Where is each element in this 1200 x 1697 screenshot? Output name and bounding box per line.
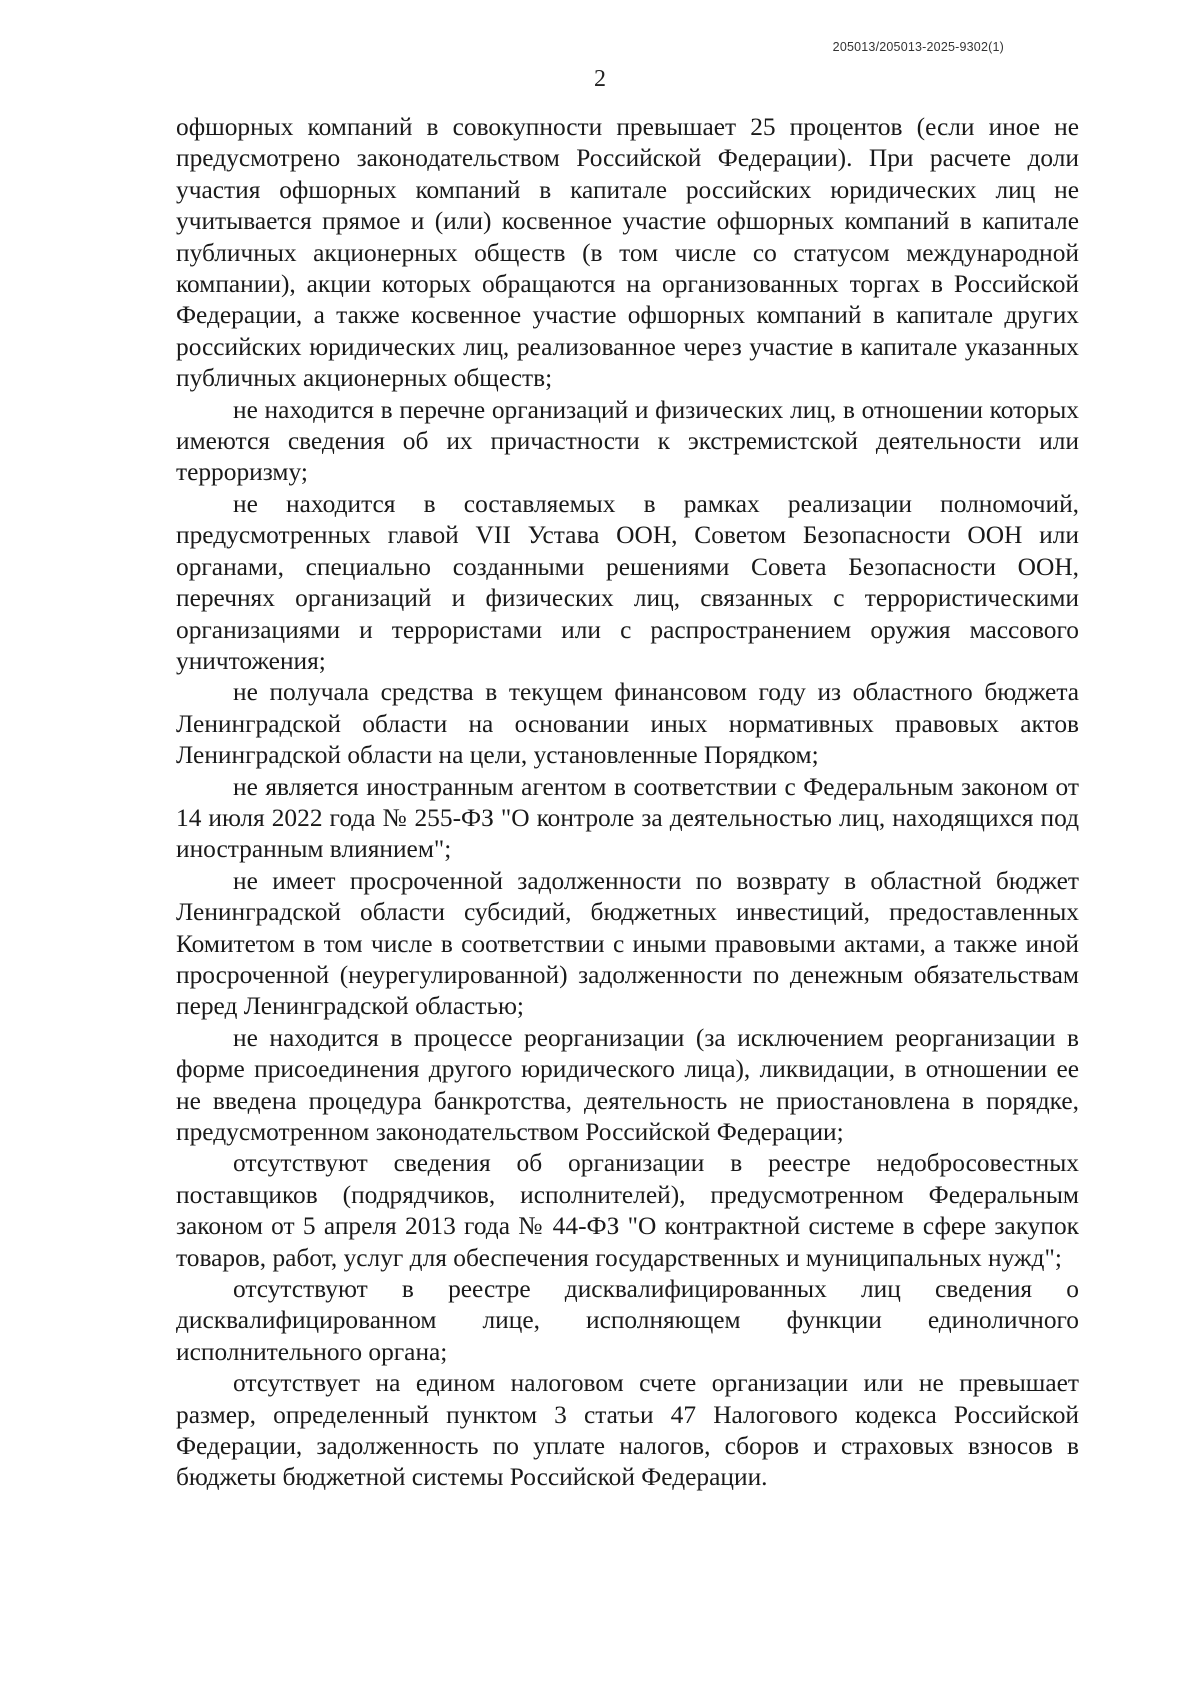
document-registration-code: 205013/205013-2025-9302(1) — [832, 40, 1004, 54]
paragraph-foreign-agent: не является иностранным агентом в соответствии с Федеральным законом от 14 июля 2022 года № 255-ФЗ "О контроле за деятельностью лиц, находящихся под иностранным влиянием"; — [176, 772, 1079, 864]
paragraph-no-other-funding: не получала средства в текущем финансовом году из областного бюджета Ленинградской области на основании иных нормативных правовых актов Ленинградской области на цели, установленные Порядком; — [176, 678, 1079, 770]
paragraph-reorganization-status: не находится в процессе реорганизации (за исключением реорганизации в форме присоединения другого юридического лица), ликвидации, в отношении ее не введена процедура банкротства, деятельность не приостановлена в порядке, предусмотренном законодательством Российской Федерации; — [176, 1023, 1079, 1146]
document-body — [176, 112, 1079, 1494]
paragraph-offshore-participation: офшорных компаний в совокупности превышает 25 процентов (если иное не предусмотрено законодательством Российской Федерации). При расчете доли участия офшорных компаний в капитале российских юридических лиц не учитывается прямое и (или) косвенное участие офшорных компаний в капитале публичных акционерных обществ (в том числе со статусом международной компании), акции которых обращаются на организованных торгах в Российской Федерации, а также косвенное участие офшорных компаний в капитале других российских юридических лиц, реализованное через участие в капитале указанных публичных акционерных обществ; — [176, 113, 1079, 393]
paragraph-tax-debt: отсутствует на едином налоговом счете организации или не превышает размер, определенный пунктом 3 статьи 47 Налогового кодекса Российской Федерации, задолженность по уплате налогов, сборов и страховых взносов в бюджеты бюджетной системы Российской Федерации. — [176, 1369, 1079, 1492]
paragraph-no-overdue-debt: не имеет просроченной задолженности по возврату в областной бюджет Ленинградской области субсидий, бюджетных инвестиций, предоставленных Комитетом в том числе в соответствии с иными правовыми актами, а также иной просроченной (неурегулированной) задолженности по денежным обязательствам перед Ленинградской областью; — [176, 866, 1079, 1021]
paragraph-extremism-list: не находится в перечне организаций и физических лиц, в отношении которых имеются сведения об их причастности к экстремистской деятельности или терроризму; — [176, 395, 1079, 487]
paragraph-disqualified-persons: отсутствуют в реестре дисквалифицированных лиц сведения о дисквалифицированном лице, исполняющем функции единоличного исполнительного органа; — [176, 1275, 1079, 1366]
paragraph-unfair-suppliers-registry: отсутствуют сведения об организации в реестре недобросовестных поставщиков (подрядчиков, исполнителей), предусмотренном Федеральным законом от 5 апреля 2013 года № 44-ФЗ "О контрактной системе в сфере закупок товаров, работ, услуг для обеспечения государственных и муниципальных нужд"; — [176, 1149, 1079, 1272]
page-number: 2 — [594, 66, 606, 92]
paragraph-un-sanctions-list: не находится в составляемых в рамках реализации полномочий, предусмотренных главой VII Устава ООН, Советом Безопасности ООН или органами, специально созданными решениями Совета Безопасности ООН, перечнях организаций и физических лиц, связанных с террористическими организациями и террористами или с распространением оружия массового уничтожения; — [176, 489, 1079, 675]
